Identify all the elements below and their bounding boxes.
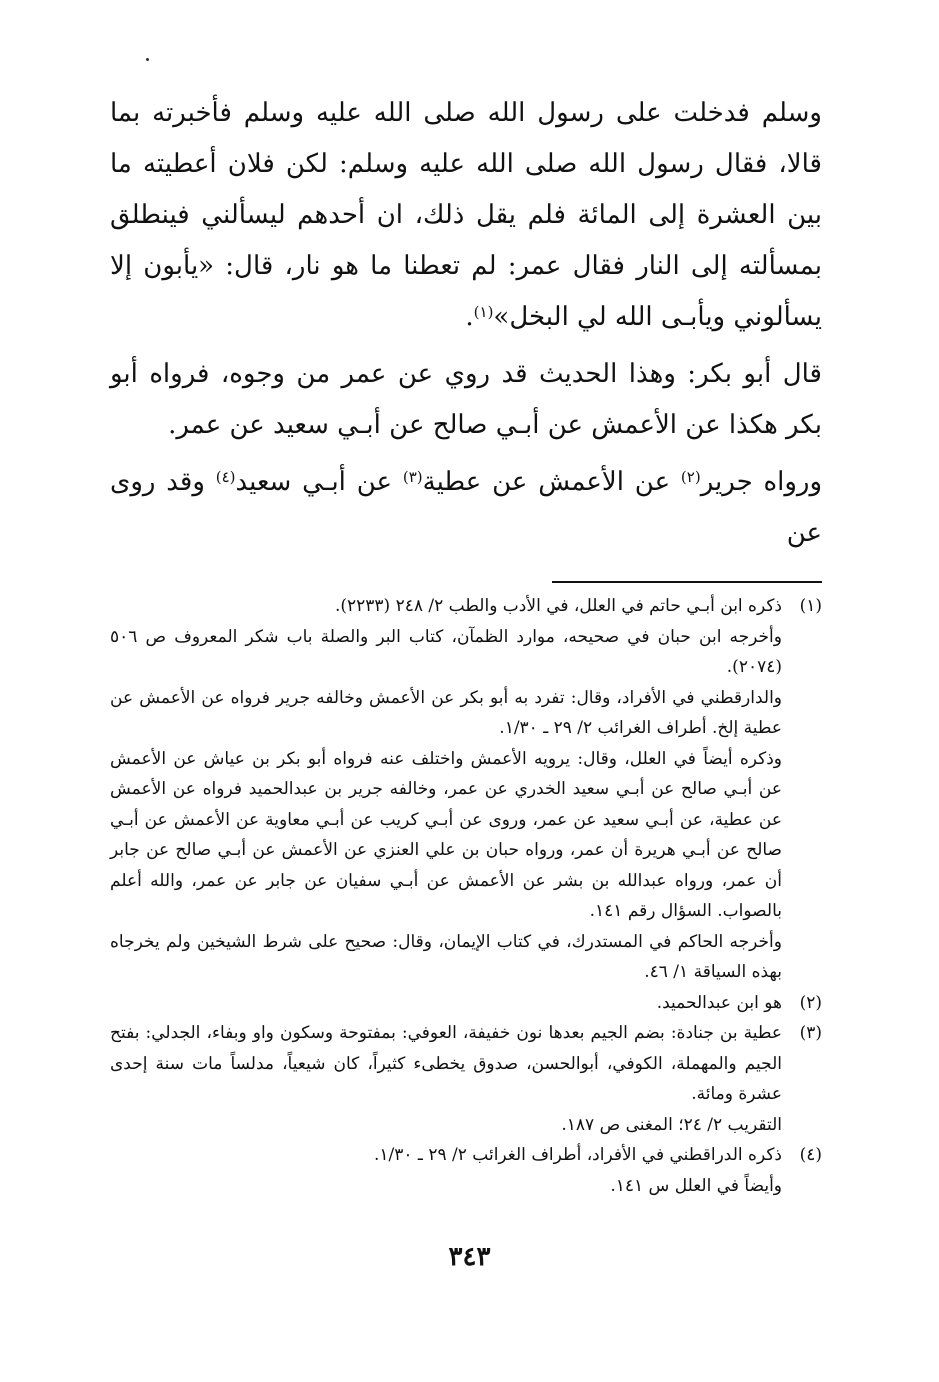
footnote-paragraph: هو ابن عبدالحميد.: [656, 992, 782, 1013]
footnote-paragraph: وذكره أيضاً في العلل، وقال: يرويه الأعمش واختلف عنه فرواه أبو بكر بن عياش عن الأعمش عن أبـي صالح عن أبـي سعيد الخدري عن عمر، وخالفه جرير بن عبدالحميد فرواه عن الأعمش عن عطية، عن أبـي سعيد عن عمر، وروى عن أبـي كريب عن أبـي معاوية عن الأعمش عن أبـي صالح عن أبـي هريرة أن عمر، ورواه حبان بن علي العنزي عن الأعمش عن أبـي صالح عن جابر أن عمر، ورواه عبدالله بن بشر عن الأعمش عن أبـي سفيان عن جابر عن عمر، والله أعلم بالصواب. السؤال رقم ١٤١.: [110, 748, 782, 921]
footnotes: [110, 591, 822, 1201]
page-number: ٣٤٣: [448, 1242, 491, 1272]
footnote-ref-4[interactable]: (٤): [215, 468, 236, 486]
footnote-body: [110, 988, 782, 1019]
footnote-ref-1[interactable]: (١): [473, 303, 494, 321]
footnote-body: [110, 1018, 782, 1140]
footnote-3: [110, 1018, 822, 1140]
footnote-paragraph: وأخرجه ابن حبان في صحيحه، موارد الظمآن، كتاب البر والصلة باب شكر المعروف ص ٥٠٦ (٢٠٧٤).: [110, 626, 782, 677]
footnote-paragraph: وأيضاً في العلل س ١٤١.: [610, 1175, 782, 1196]
main-paragraph-2: قال أبو بكر: وهذا الحديث قد روي عن عمر من وجوه، فرواه أبو بكر هكذا عن الأعمش عن أبـي صالح عن أبـي سعيد عن عمر.: [110, 359, 822, 440]
main-text: [110, 88, 822, 559]
footnote-divider: [552, 581, 822, 583]
footnote-number: (١): [799, 596, 822, 616]
footnote-number: (٢): [799, 992, 822, 1013]
footnote-ref-3[interactable]: (٣): [402, 468, 423, 486]
footnote-number: (٣): [799, 1023, 822, 1043]
footnote-number: (٤): [799, 1145, 822, 1165]
main-paragraph-3: ورواه جرير$^{(٢)}$ عن الأعمش عن عطية$^{(٣)}$ عن أبـي سعيد$^{(٤)}$ وقد روى عن: [110, 467, 823, 548]
footnote-2: [110, 988, 822, 1019]
footnote-body: [110, 591, 782, 988]
footnote-paragraph: عطية بن جنادة: بضم الجيم بعدها نون خفيفة، العوفي: بمفتوحة وسكون واو وبفاء، الجدلي: بفتح الجيم والمهملة، الكوفي، أبوالحسن، صدوق يخطىء كثيراً، كان شيعياً، مدلساً مات سنة إحدى عشرة ومائة.: [110, 1023, 782, 1104]
footnote-ref-2[interactable]: (٢): [680, 468, 701, 486]
footnote-paragraph: ذكره الدراقطني في الأفراد، أطراف الغرائب ٢/ ٢٩ ـ ١/٣٠.: [374, 1145, 782, 1165]
footnote-4: [110, 1140, 822, 1201]
main-paragraph-1: وسلم فدخلت على رسول الله صلى الله عليه وسلم فأخبرته بما قالا، فقال رسول الله صلى الله عليه وسلم: لكن فلان أعطيته ما بين العشرة إلى المائة فلم يقل ذلك، ان أحدهم ليسألني فينطلق بمسألته إلى النار فقال عمر: لم تعطنا ما هو نار، قال: «يأبون إلا يسألوني ويأبـى الله لي البخل»$^{(١)}$.: [110, 98, 822, 332]
page-body: [110, 88, 822, 1201]
footnote-1: [110, 591, 822, 988]
footnote-body: [110, 1140, 782, 1201]
footnote-paragraph: وأخرجه الحاكم في المستدرك، في كتاب الإيمان، وقال: صحيح على شرط الشيخين ولم يخرجاه بهذه السياقة ١/ ٤٦.: [110, 931, 782, 982]
footnote-paragraph: ذكره ابن أبـي حاتم في العلل، في الأدب والطب ٢/ ٢٤٨ (٢٢٣٣).: [334, 596, 782, 616]
footnote-paragraph: التقريب ٢/ ٢٤؛ المغنى ص ١٨٧.: [561, 1114, 782, 1135]
speck-dot: [146, 58, 149, 61]
footnote-paragraph: والدارقطني في الأفراد، وقال: تفرد به أبو بكر عن الأعمش وخالفه جرير فرواه عن الأعمش عن عطية إلخ. أطراف الغرائب ٢/ ٢٩ ـ ١/٣٠.: [110, 687, 782, 738]
